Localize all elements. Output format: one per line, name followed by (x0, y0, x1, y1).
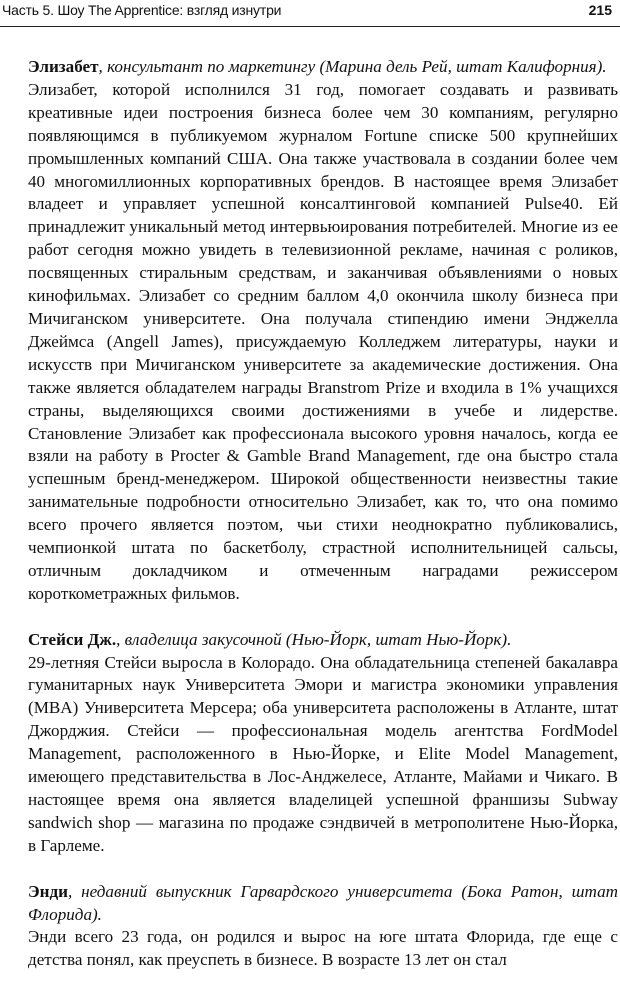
profile-role: , недавний выпускник Гарвардского университета (Бока Ратон, штат Флорида). (28, 881, 618, 924)
profile-heading (28, 881, 618, 927)
running-head (0, 0, 620, 27)
profile-section-stacy (28, 629, 618, 858)
profile-body: Элизабет, которой исполнился 31 год, помогает создавать и развивать креативные идеи построения бизнеса более чем 30 компаниям, регулярно появляющимся в публикуемом журналом Fortune списке 500 крупнейших промышленных компаний США. Она также участвовала в создании более чем 40 многомиллионных корпоративных брендов. В настоящее время Элизабет владеет и управляет успешной консалтинговой компанией Pulse40. Ей принадлежит уникальный метод интервьюирования потребителей. Многие из ее работ сегодня можно увидеть в телевизионной рекламе, начиная с роликов, посвященных стиральным средствам, и заканчивая объявлениями о новых кинофильмах. Элизабет со средним баллом 4,0 окончила школу бизнеса при Мичиганском университете. Она получала стипендию имени Энджелла Джеймса (Angell James), присуждаемую Колледжем литературы, науки и искусств при Мичиганском университете за академические достижения. Она также является обладателем награды Branstrom Prize и входила в 1% учащихся страны, выделяющихся своими достижениями в учебе и лидерстве. Становление Элизабет как профессионала высокого уровня началось, когда ее взяли на работу в Procter & Gamble Brand Management, где она быстро стала успешным бренд-менеджером. Широкой общественности неизвестны такие занимательные подробности относительно Элизабет, как то, что она помимо всего прочего является поэтом, чьи стихи неоднократно публиковались, чемпионкой штата по баскетболу, страстной исполнительницей сальсы, отличным докладчиком и отмеченным наградами режиссером короткометражных фильмов. (28, 79, 618, 603)
profile-body: Энди всего 23 года, он родился и вырос на юге штата Флорида, где еще с детства понял, как преуспеть в бизнесе. В возрасте 13 лет он стал (28, 927, 618, 970)
profile-role: , владелица закусочной (Нью-Йорк, штат Нью-Йорк). (116, 629, 512, 649)
page-body (28, 56, 618, 995)
profile-heading (28, 629, 618, 652)
profile-name: Элизабет (28, 57, 99, 76)
profile-name: Стейси Дж. (28, 629, 117, 649)
page-number: 215 (588, 2, 612, 18)
profile-role: , консультант по маркетингу (Марина дель Рей, штат Калифорния). (98, 57, 607, 76)
profile-heading (28, 56, 618, 79)
profile-section-andy (28, 881, 618, 973)
running-title: Часть 5. Шоу The Apprentice: взгляд изнутри (2, 2, 282, 18)
profile-body: 29-летняя Стейси выросла в Колорадо. Она обладательница степеней бакалавра гуманитарных наук Университета Эмори и магистра экономики управления (MBA) Университета Мерсера; оба университета расположены в Атланте, штат Джорджия. Стейси — профессиональная модель агентства FordModel Management, расположенного в Нью-Йорке, и Elite Model Management, имеющего представительства в Лос-Анджелесе, Атланте, Майами и Чикаго. В настоящее время она является владелицей успешной франшизы Subway sandwich shop — магазина по продаже сэндвичей в метрополитене Нью-Йорка, в Гарлеме. (28, 652, 618, 855)
profile-section-elizabeth (28, 56, 618, 606)
profile-name: Энди (28, 881, 68, 901)
